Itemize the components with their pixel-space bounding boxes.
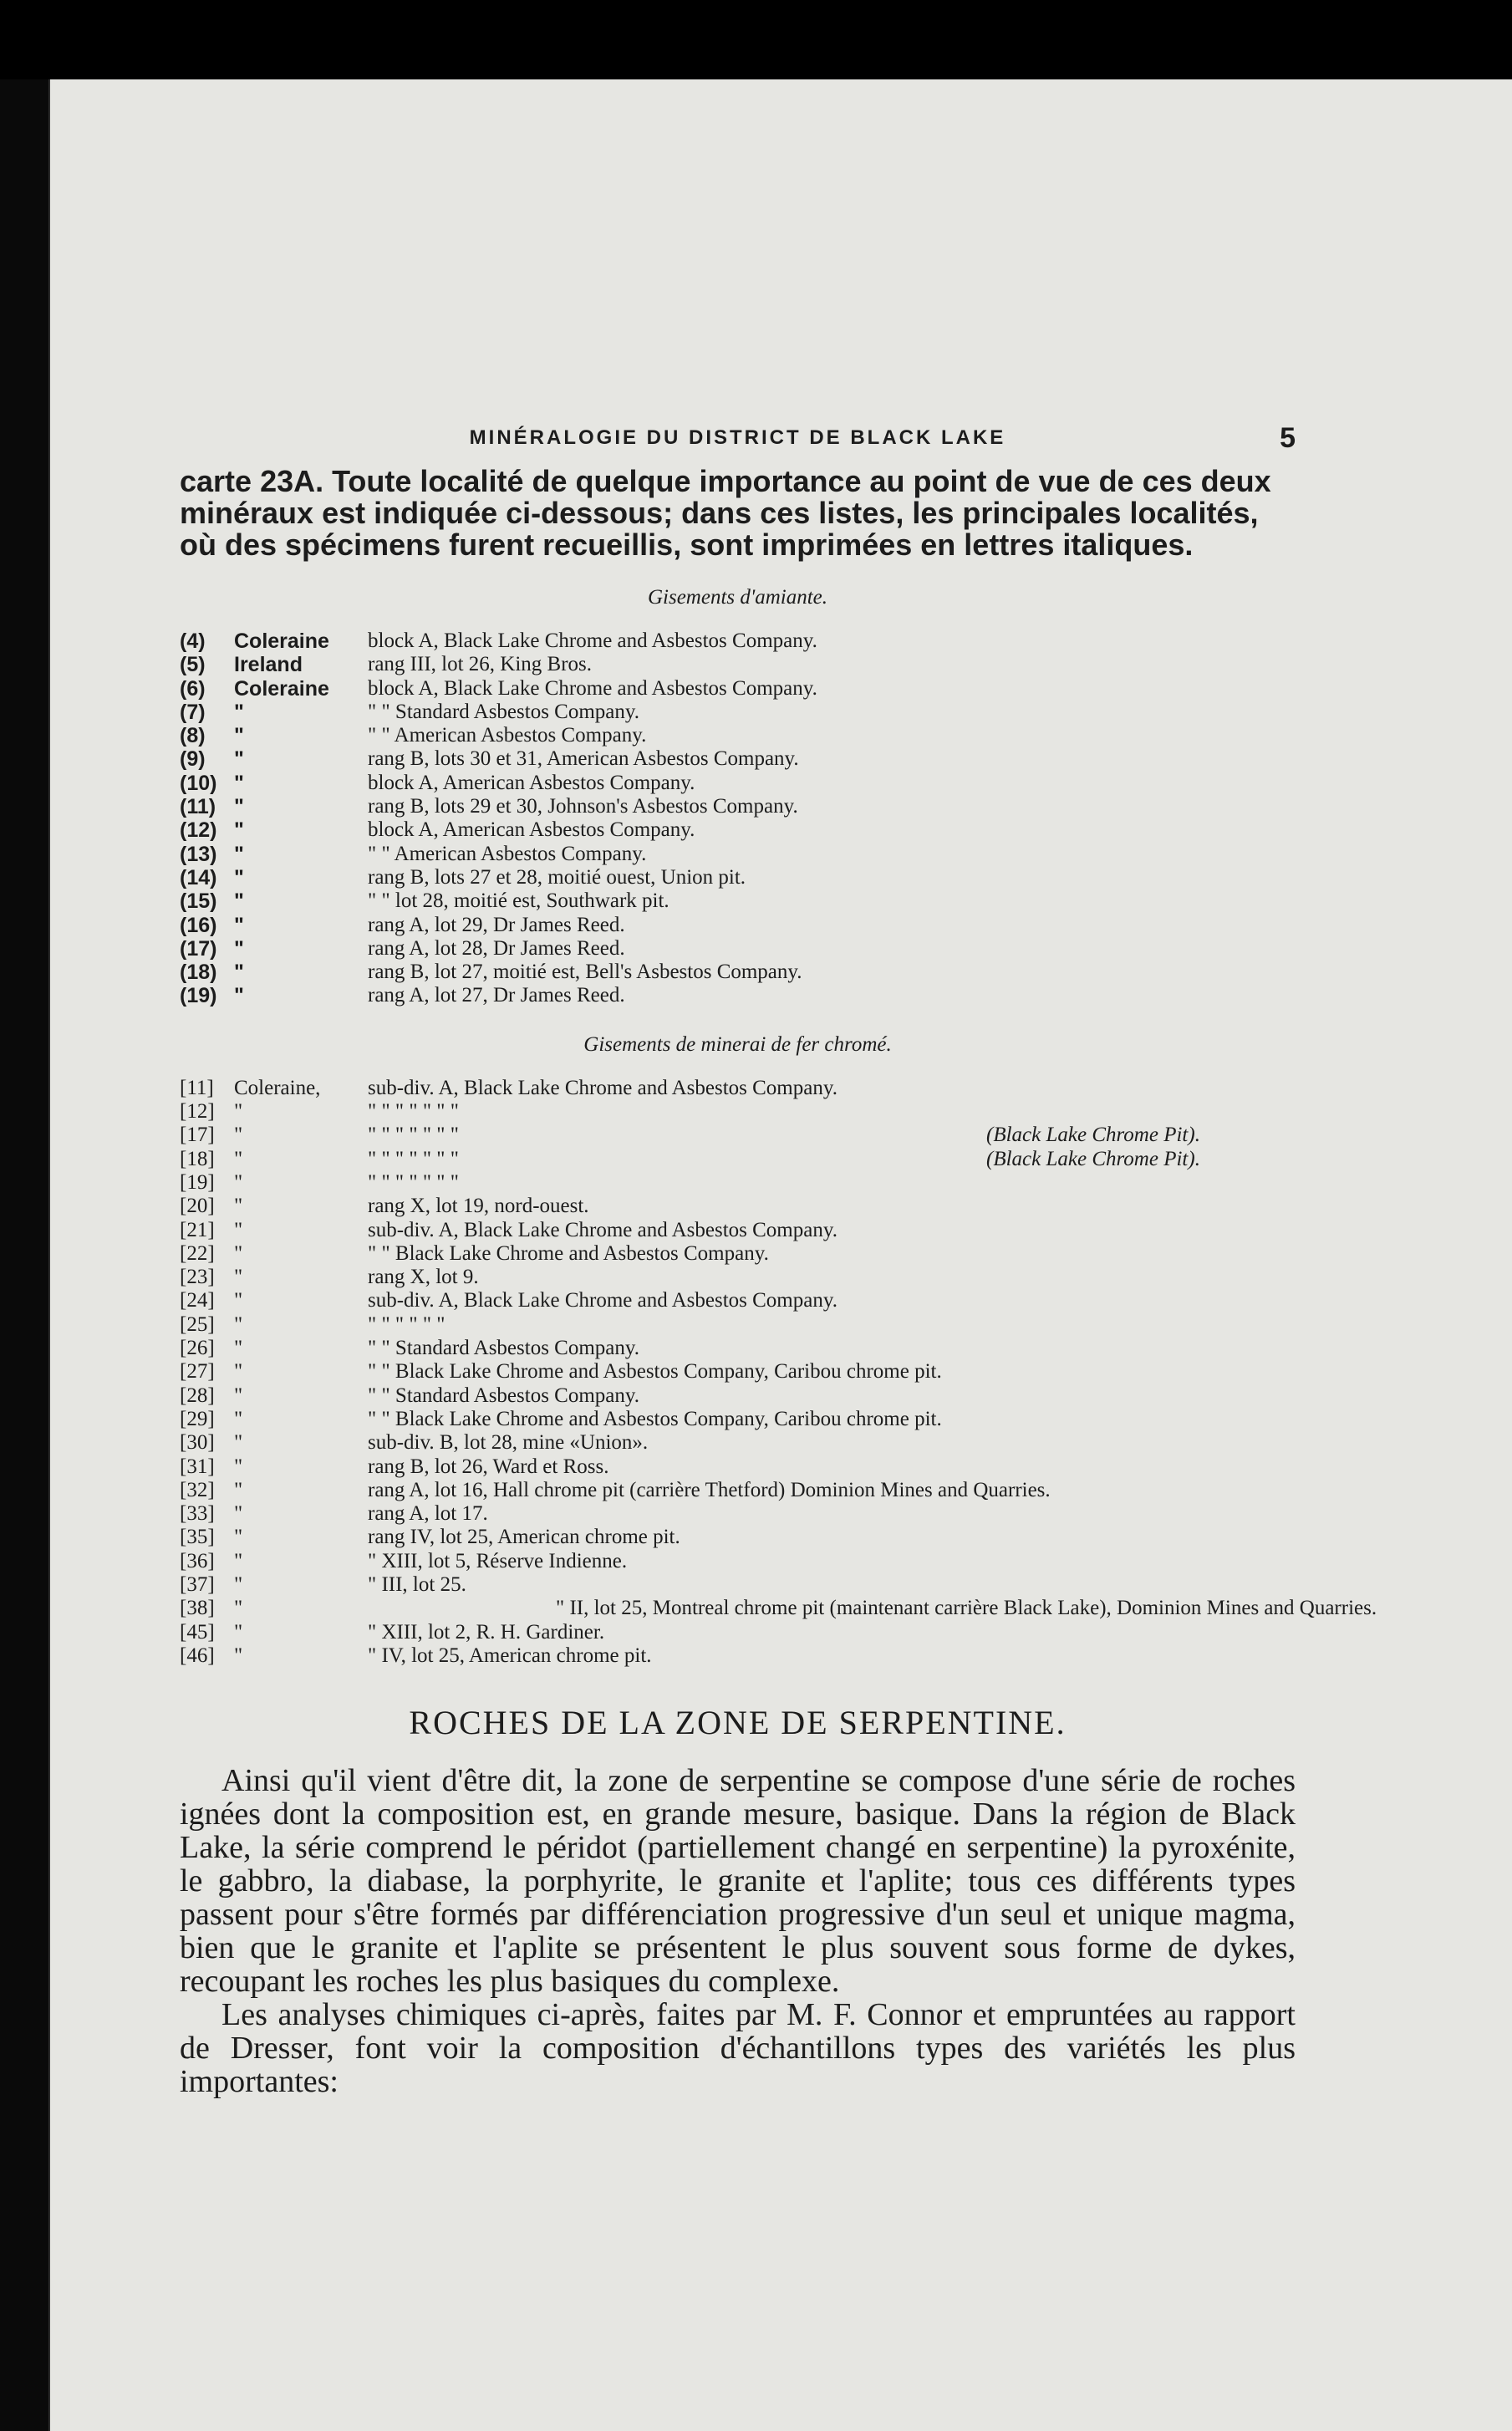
deposit-number: [18] [180,1147,215,1170]
list-item [180,1242,1296,1266]
deposit-township: " [234,1644,243,1667]
deposit-description: rang A, lot 16, Hall chrome pit (carrière Thetford) Dominion Mines and Quarries. [368,1478,1051,1501]
list-item [180,1337,1296,1360]
deposit-note: (Black Lake Chrome Pit). [986,1147,1200,1170]
list-item [180,1219,1296,1242]
deposit-description: " XIII, lot 5, Réserve Indienne. [368,1549,628,1572]
deposit-township: " [234,771,244,795]
deposit-township: " [234,1455,243,1478]
deposit-township: " [234,1241,243,1265]
list-item [180,984,1296,1007]
list-item [180,1550,1296,1573]
deposit-township: " [234,1597,243,1620]
deposit-number: (15) [180,889,217,914]
list-item [180,701,1296,724]
deposit-township: " [234,1289,243,1312]
page-number: 5 [1280,422,1296,454]
deposit-township: " [234,1407,243,1430]
deposit-township: " [234,1478,243,1501]
deposit-township: " [234,1147,243,1170]
deposit-number: [12] [180,1100,215,1124]
deposit-number: [28] [180,1384,215,1407]
list-item [180,629,1296,653]
deposit-number: [37] [180,1572,215,1596]
deposit-description: rang B, lots 27 et 28, moitié ouest, Union pit. [368,865,746,889]
deposit-number: (5) [180,653,206,677]
deposit-township: " [234,1337,243,1360]
deposit-number: (4) [180,629,206,653]
list-item [180,1171,1296,1195]
chrome-deposit-list [180,1076,1377,1668]
deposit-description: rang B, lots 29 et 30, Johnson's Asbestos Company. [368,795,798,818]
deposit-number: (6) [180,676,206,701]
deposit-note: (Black Lake Chrome Pit). [986,1124,1200,1147]
list-item [180,1597,1377,1620]
list-item [180,653,1296,676]
deposit-number: (16) [180,913,217,937]
deposit-description: rang A, lot 17. [368,1502,488,1526]
deposit-township: " [234,913,244,937]
deposit-township: " [234,1170,243,1194]
deposit-township: " [234,1312,243,1336]
list-item [180,1455,1296,1479]
deposit-township: " [234,1549,243,1572]
deposit-description: " " Black Lake Chrome and Asbestos Company, Caribou chrome pit. [368,1407,942,1430]
deposit-description: block A, American Asbestos Company. [368,771,695,794]
deposit-description: rang X, lot 9. [368,1266,479,1289]
deposit-number: [26] [180,1337,215,1360]
book-spine-edge [0,79,50,2431]
deposit-description: " " Black Lake Chrome and Asbestos Company, Caribou chrome pit. [368,1360,942,1384]
deposit-township: " [234,1431,243,1455]
deposit-description: rang B, lot 26, Ward et Ross. [368,1455,609,1478]
deposit-description: " " " " " " " [368,1147,459,1170]
list-item [180,1360,1296,1384]
list-item [180,866,1296,889]
running-header [180,420,1296,456]
intro-paragraph [180,466,1296,561]
list-item [180,961,1296,984]
deposit-description: rang B, lot 27, moitié est, Bell's Asbestos Company. [368,961,802,984]
deposit-number: [33] [180,1502,215,1526]
deposit-number: [25] [180,1312,215,1336]
deposit-description: block A, American Asbestos Company. [368,818,695,842]
intro-line: où des spécimens furent recueillis, sont imprimées en lettres italiques. [180,527,1194,562]
deposit-township: Coleraine [234,676,329,701]
running-title: MINÉRALOGIE DU DISTRICT DE BLACK LAKE [469,426,1006,449]
deposit-number: (9) [180,747,206,772]
deposit-township: " [234,1572,243,1596]
deposit-number: [19] [180,1170,215,1194]
body-text [180,1764,1296,2098]
deposit-number: [27] [180,1360,215,1384]
deposit-township: " [234,1124,243,1147]
deposit-number: [23] [180,1266,215,1289]
asbestos-section-title: Gisements d'amiante. [647,586,828,609]
deposit-description: " II, lot 25, Montreal chrome pit (maintenant carrière Black Lake), Dominion Mines and Quarries. [556,1597,1377,1620]
deposit-description: " " Standard Asbestos Company. [368,1384,640,1407]
deposit-township: " [234,865,244,889]
deposit-number: [29] [180,1407,215,1430]
deposit-township: " [234,1266,243,1289]
deposit-description: rang B, lots 30 et 31, American Asbestos Company. [368,747,799,771]
deposit-description: sub-div. A, Black Lake Chrome and Asbestos Company. [368,1076,837,1099]
list-item [180,1408,1296,1431]
section-heading: ROCHES DE LA ZONE DE SERPENTINE. [409,1704,1067,1742]
list-item [180,1526,1296,1549]
deposit-number: (13) [180,842,217,866]
deposit-description: " " " " " " " [368,1100,459,1124]
deposit-description: " " " " " " [368,1312,445,1336]
deposit-number: [35] [180,1526,215,1549]
list-item [180,724,1296,747]
deposit-township: " [234,724,244,748]
list-item [180,1195,1296,1218]
deposit-number: [22] [180,1241,215,1265]
deposit-description: " " " " " " " [368,1170,459,1194]
deposit-number: [20] [180,1195,215,1218]
list-item [180,1621,1296,1644]
deposit-township: " [234,795,244,819]
deposit-township: " [234,818,244,843]
deposit-number: [17] [180,1124,215,1147]
list-item [180,1148,1296,1171]
list-item [180,818,1296,842]
deposit-description: rang A, lot 28, Dr James Reed. [368,936,625,960]
deposit-township: " [234,1526,243,1549]
intro-line: minéraux est indiquée ci-dessous; dans ces listes, les principales localités, [180,496,1259,530]
deposit-number: (8) [180,724,206,748]
list-item [180,677,1296,701]
list-item [180,1502,1296,1526]
list-item [180,772,1296,795]
deposit-township: " [234,747,244,772]
deposit-description: " " " " " " " [368,1124,459,1147]
scanned-page [50,79,1512,2431]
list-item [180,843,1296,866]
list-item [180,1431,1296,1455]
deposit-township: " [234,936,244,961]
deposit-number: (18) [180,961,217,985]
list-item [180,1313,1296,1337]
deposit-description: sub-div. A, Black Lake Chrome and Asbestos Company. [368,1218,837,1241]
deposit-township: " [234,1360,243,1384]
body-paragraph: Les analyses chimiques ci-après, faites par M. F. Connor et empruntées au rapport de Dresser, font voir la composition d'échantillons types des variétés les plus importantes: [180,1997,1296,2100]
deposit-description: " IV, lot 25, American chrome pit. [368,1644,652,1667]
deposit-number: [30] [180,1431,215,1455]
deposit-number: [32] [180,1478,215,1501]
deposit-number: [31] [180,1455,215,1478]
deposit-description: rang X, lot 19, nord-ouest. [368,1195,589,1218]
deposit-description: sub-div. B, lot 28, mine «Union». [368,1431,649,1455]
list-item [180,937,1296,961]
list-item [180,889,1296,913]
deposit-description: rang III, lot 26, King Bros. [368,653,593,676]
deposit-number: [45] [180,1620,215,1644]
deposit-description: sub-div. A, Black Lake Chrome and Asbestos Company. [368,1289,837,1312]
intro-line: carte 23A. Toute localité de quelque importance au point de vue de ces deux [180,464,1271,498]
deposit-description: rang A, lot 29, Dr James Reed. [368,913,625,936]
deposit-township: " [234,1502,243,1526]
deposit-township: " [234,1100,243,1124]
deposit-number: [11] [180,1076,214,1099]
list-item [180,1266,1296,1289]
deposit-description: " " Standard Asbestos Company. [368,700,640,723]
deposit-township: " [234,984,244,1008]
deposit-description: " " American Asbestos Company. [368,724,647,747]
list-item [180,1644,1296,1668]
deposit-number: (12) [180,818,217,843]
list-item [180,1479,1296,1502]
page-content [180,420,1377,2100]
deposit-description: block A, Black Lake Chrome and Asbestos Company. [368,676,817,700]
body-paragraph: Ainsi qu'il vient d'être dit, la zone de serpentine se compose d'une série de roches ignées dont la composition est, en grande mesure, basique. Dans la région de Black Lake, la série comprend le péridot (partiellement changé en serpentine) la pyroxénite, le gabbro, la diabase, la porphyrite, le granite et l'aplite; tous ces différents types passent pour s'être formés par différenciation progressive d'un seul et unique magma, bien que le granite et l'aplite se présentent le plus souvent sous forme de dykes, recoupant les roches les plus basiques du complexe. [180,1763,1296,2000]
list-item [180,1100,1296,1124]
list-item [180,1573,1296,1597]
list-item [180,1384,1296,1408]
deposit-township: Ireland [234,653,303,677]
list-item [180,914,1296,937]
deposit-number: (14) [180,865,217,889]
deposit-township: " [234,842,244,866]
deposit-number: (10) [180,771,217,795]
chrome-section-title: Gisements de minerai de fer chromé. [583,1032,892,1056]
deposit-number: (11) [180,795,216,819]
deposit-number: (19) [180,984,217,1008]
deposit-township: Coleraine [234,629,329,653]
deposit-description: " III, lot 25. [368,1572,466,1596]
list-item [180,1077,1296,1100]
deposit-description: " " Standard Asbestos Company. [368,1337,640,1360]
deposit-number: [21] [180,1218,215,1241]
deposit-number: [38] [180,1597,215,1620]
list-item [180,747,1296,771]
deposit-description: " " lot 28, moitié est, Southwark pit. [368,889,669,913]
deposit-township: " [234,1384,243,1407]
list-item [180,1289,1296,1312]
list-item [180,1124,1296,1147]
deposit-description: " " Black Lake Chrome and Asbestos Company. [368,1241,769,1265]
deposit-description: " XIII, lot 2, R. H. Gardiner. [368,1620,605,1644]
deposit-township: Coleraine, [234,1076,321,1099]
deposit-description: " " American Asbestos Company. [368,842,647,865]
asbestos-deposit-list [180,629,1296,1008]
deposit-description: rang IV, lot 25, American chrome pit. [368,1526,680,1549]
deposit-description: block A, Black Lake Chrome and Asbestos Company. [368,629,817,652]
deposit-number: (17) [180,936,217,961]
deposit-number: (7) [180,700,206,724]
deposit-number: [46] [180,1644,215,1667]
deposit-number: [36] [180,1549,215,1572]
deposit-township: " [234,1218,243,1241]
deposit-description: rang A, lot 27, Dr James Reed. [368,984,625,1007]
deposit-township: " [234,1620,243,1644]
deposit-township: " [234,889,244,914]
deposit-township: " [234,1195,243,1218]
deposit-number: [24] [180,1289,215,1312]
list-item [180,795,1296,818]
deposit-township: " [234,961,244,985]
deposit-township: " [234,700,244,724]
